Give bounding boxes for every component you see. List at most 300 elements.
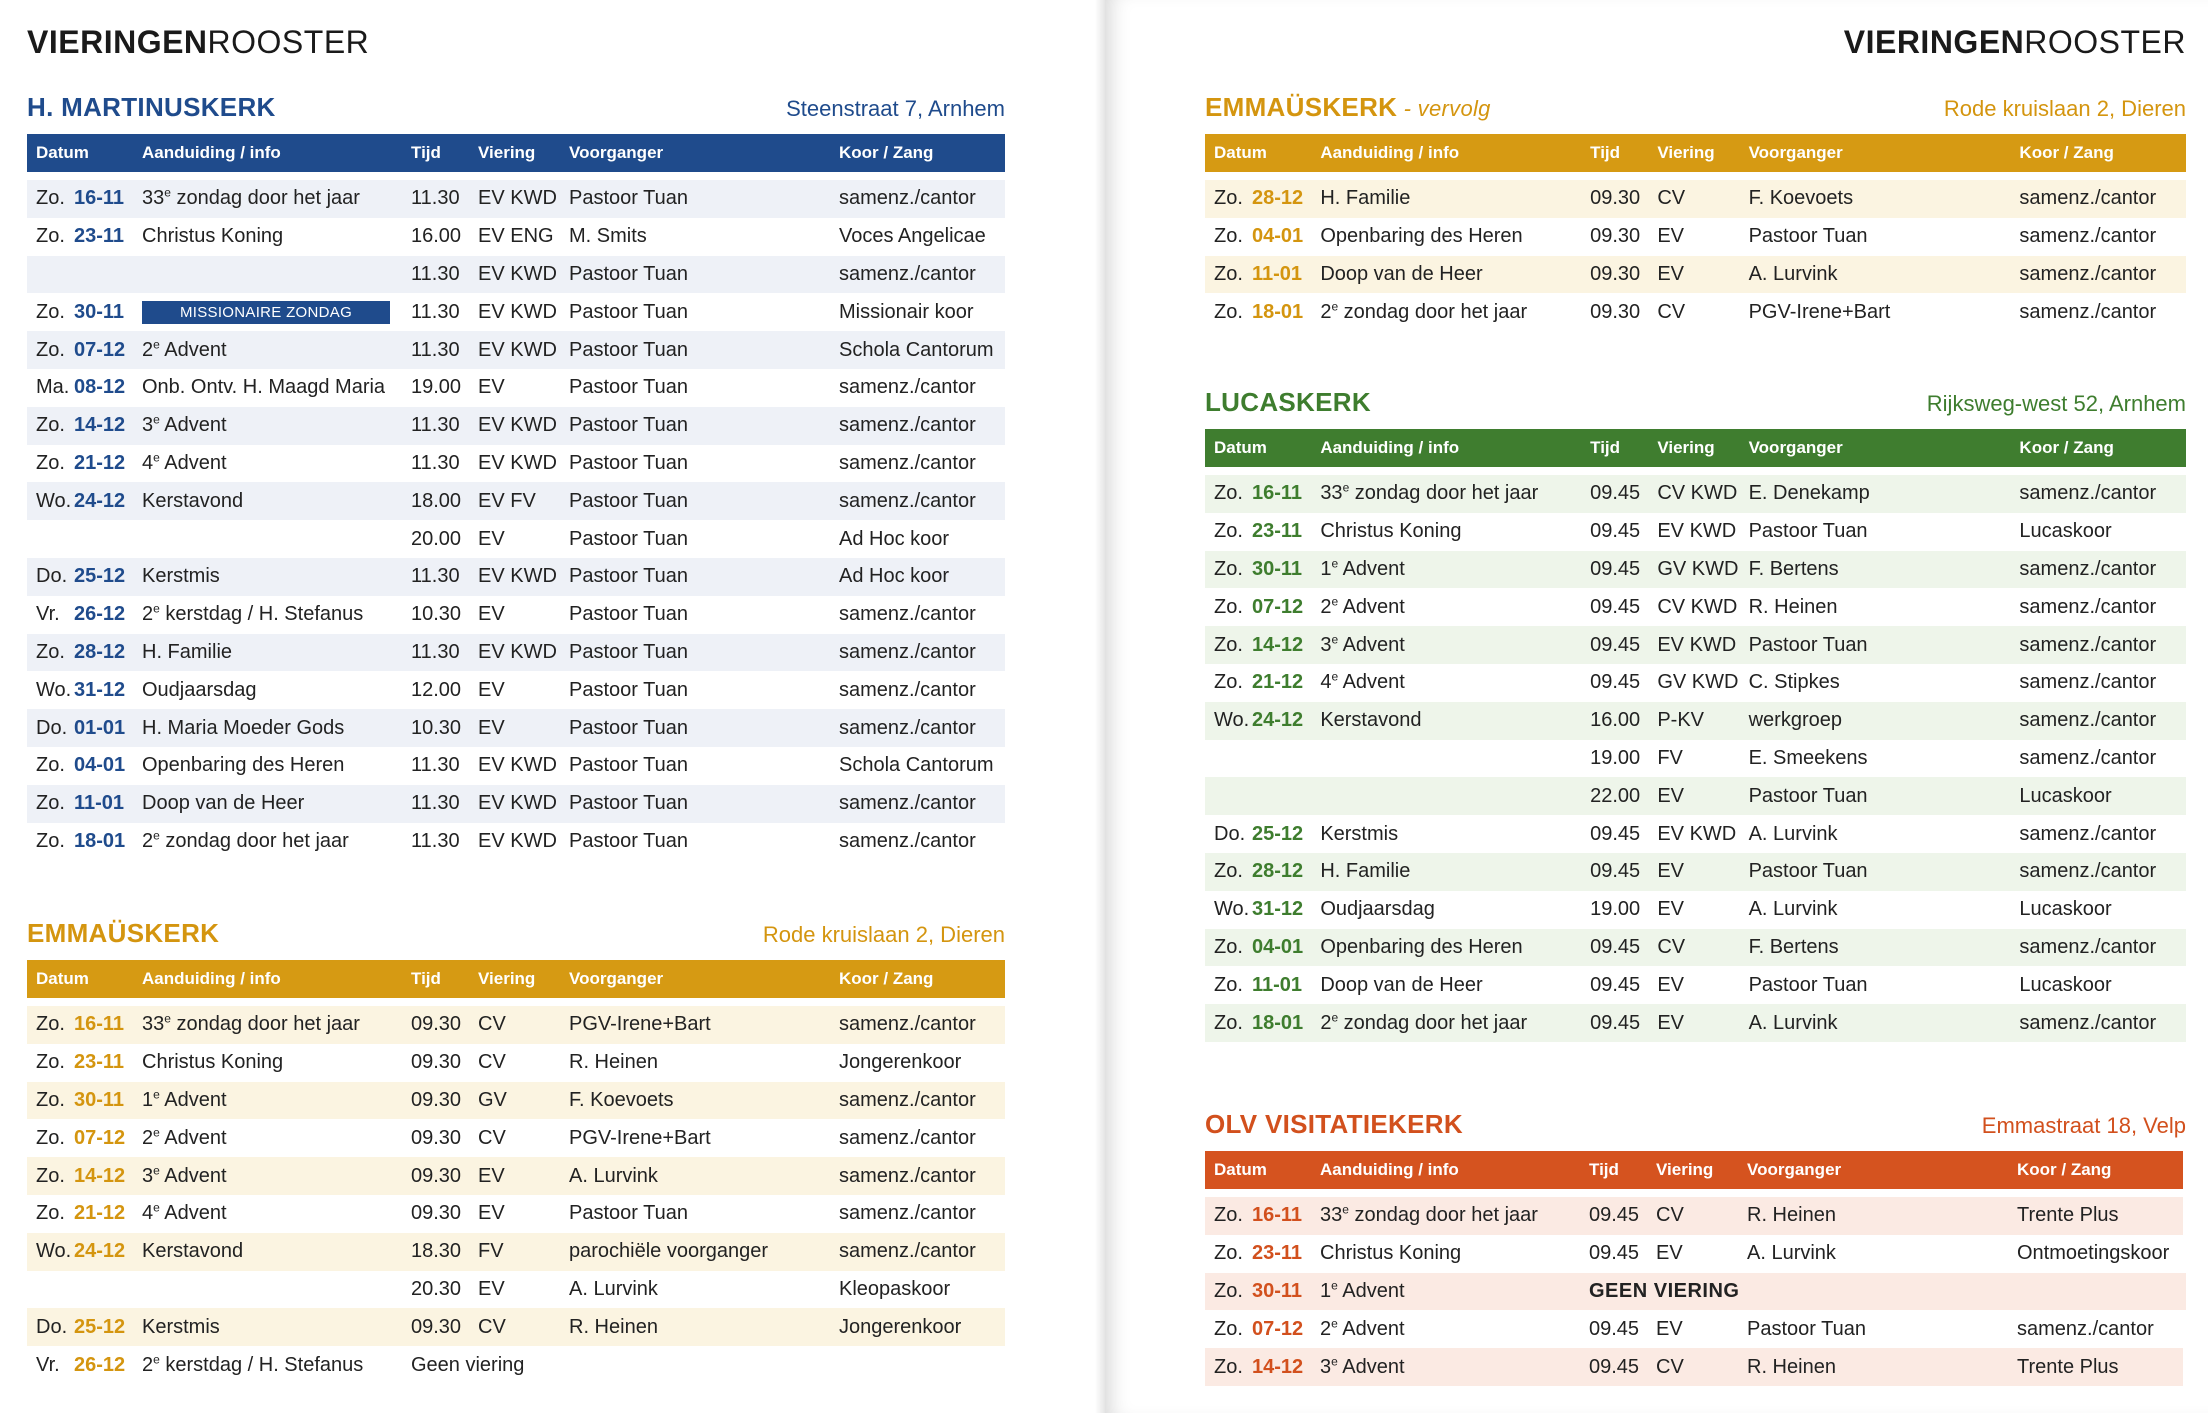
info-text: 3 bbox=[142, 1164, 154, 1187]
cell-aanduiding bbox=[1311, 966, 1581, 1004]
cell-tijd: 09.45 bbox=[1581, 551, 1648, 589]
cell-koor: samenz./cantor bbox=[839, 1126, 976, 1149]
table-row bbox=[1205, 176, 2186, 218]
cell-datum bbox=[27, 1157, 133, 1195]
cell-datum bbox=[1205, 702, 1311, 740]
ordinal-suffix: e bbox=[153, 1351, 160, 1366]
cell-voorganger: Pastoor Tuan bbox=[560, 176, 830, 218]
cell-koor: samenz./cantor bbox=[2017, 1317, 2154, 1340]
weekday: Zo. bbox=[36, 792, 65, 815]
cell-datum bbox=[27, 407, 133, 445]
table-header-row bbox=[1205, 1151, 2186, 1193]
header-koor: Koor / Zang bbox=[2010, 429, 2186, 471]
weekday: Ma. bbox=[36, 376, 70, 399]
ordinal-suffix: e bbox=[1331, 1316, 1338, 1331]
cell-datum bbox=[27, 176, 133, 218]
cell-koor: samenz./cantor bbox=[2010, 702, 2186, 740]
cell-koor: Schola Cantorum bbox=[839, 754, 994, 777]
cell-datum bbox=[27, 218, 133, 256]
weekday: Wo. bbox=[36, 1240, 72, 1263]
cell-viering: EV KWD bbox=[478, 451, 557, 474]
cell-koor: Lucaskoor bbox=[2019, 520, 2112, 543]
weekday: Zo. bbox=[36, 300, 65, 323]
info-text: 1 bbox=[142, 1088, 154, 1111]
cell-datum bbox=[27, 256, 133, 294]
cell-viering: EV bbox=[1657, 973, 1685, 996]
info-text: Onb. Ontv. H. Maagd Maria bbox=[142, 376, 386, 399]
cell-datum bbox=[1205, 929, 1311, 967]
cell-datum bbox=[1205, 1235, 1311, 1273]
cell-voorganger: Pastoor Tuan bbox=[569, 527, 688, 550]
cell-viering: CV bbox=[1647, 1348, 1738, 1386]
header-viering: Viering bbox=[1648, 134, 1739, 176]
table-row bbox=[27, 1233, 1005, 1271]
cell-aanduiding bbox=[133, 1002, 402, 1044]
header-voorganger: Voorganger bbox=[1738, 1151, 2008, 1193]
info-text-rest: Advent bbox=[159, 338, 227, 361]
cell-tijd: 11.30 bbox=[402, 256, 469, 294]
cell-aanduiding bbox=[133, 293, 402, 331]
cell-datum bbox=[27, 1002, 133, 1044]
weekday: Zo. bbox=[1214, 557, 1243, 580]
weekday: Zo. bbox=[1214, 482, 1243, 505]
cell-viering: EV KWD bbox=[1657, 822, 1737, 845]
cell-viering: CV bbox=[469, 1002, 560, 1044]
date: 26-12 bbox=[74, 1353, 126, 1376]
info-text: 4 bbox=[142, 1202, 154, 1225]
header-voorganger: Voorganger bbox=[1740, 429, 2011, 471]
table-row bbox=[1205, 513, 2186, 551]
info-text: 2 bbox=[142, 829, 154, 852]
info-text: Kerstavond bbox=[142, 1240, 244, 1263]
header-koor: Koor / Zang bbox=[830, 134, 1005, 176]
cell-koor: Trente Plus bbox=[2008, 1193, 2183, 1235]
cell-tijd: 19.00 bbox=[1590, 898, 1641, 921]
church-address: Rode kruislaan 2, Dieren bbox=[762, 922, 1005, 947]
church-name: LUCASKERK bbox=[1205, 387, 1371, 417]
header-viering: Viering bbox=[469, 134, 560, 176]
header-aanduiding: Aanduiding / info bbox=[1311, 134, 1581, 176]
cell-datum bbox=[27, 747, 133, 785]
table-row bbox=[1205, 1004, 2186, 1042]
cell-viering: GV KWD bbox=[1657, 671, 1739, 694]
date: 21-12 bbox=[74, 451, 126, 474]
info-text-rest: Advent bbox=[1337, 1317, 1405, 1340]
info-text: 33 bbox=[142, 1013, 165, 1036]
cell-viering: EV bbox=[478, 678, 505, 701]
cell-voorganger: Pastoor Tuan bbox=[1740, 626, 2011, 664]
date: 28-12 bbox=[1252, 860, 1304, 883]
cell-datum bbox=[27, 1308, 133, 1346]
cell-tijd: 09.30 bbox=[411, 1126, 462, 1149]
cell-viering: EV bbox=[478, 1277, 505, 1300]
cell-aanduiding bbox=[133, 331, 402, 369]
weekday: Do. bbox=[36, 716, 68, 739]
date: 16-11 bbox=[1252, 1204, 1303, 1227]
table-row bbox=[27, 331, 1005, 369]
cell-koor: samenz./cantor bbox=[2019, 746, 2157, 769]
cell-voorganger: C. Stipkes bbox=[1748, 671, 1840, 694]
cell-voorganger: Pastoor Tuan bbox=[560, 256, 830, 294]
cell-aanduiding bbox=[133, 596, 402, 634]
cell-koor: Lucaskoor bbox=[2010, 777, 2186, 815]
cell-aanduiding bbox=[1311, 176, 1581, 218]
church-name: H. MARTINUSKERK bbox=[27, 92, 276, 122]
info-text: Kerstavond bbox=[142, 489, 244, 512]
cell-voorganger: Pastoor Tuan bbox=[560, 407, 830, 445]
cell-voorganger: Pastoor Tuan bbox=[1748, 225, 1868, 248]
cell-voorganger: Pastoor Tuan bbox=[560, 558, 830, 596]
date: 31-12 bbox=[74, 678, 126, 701]
info-text: Kerstmis bbox=[1320, 822, 1399, 845]
cell-voorganger: Pastoor Tuan bbox=[569, 1202, 688, 1225]
cell-datum bbox=[1205, 1348, 1311, 1386]
cell-aanduiding bbox=[133, 1044, 402, 1082]
cell-tijd: 09.30 bbox=[402, 1308, 469, 1346]
cell-datum bbox=[1205, 777, 1311, 815]
weekday: Wo. bbox=[1214, 898, 1250, 921]
weekday: Zo. bbox=[1214, 1279, 1243, 1302]
cell-voorganger: A. Lurvink bbox=[1747, 1242, 1836, 1265]
cell-viering: EV KWD bbox=[1648, 626, 1739, 664]
cell-datum bbox=[1205, 891, 1311, 929]
cell-tijd: 19.00 bbox=[1590, 746, 1641, 769]
church-address: Emmastraat 18, Velp bbox=[1981, 1113, 2186, 1138]
cell-aanduiding bbox=[1311, 664, 1581, 702]
cell-koor: samenz./cantor bbox=[2010, 1004, 2186, 1042]
ordinal-suffix: e bbox=[164, 1011, 171, 1026]
cell-tijd: 11.30 bbox=[402, 634, 469, 672]
cell-viering: FV bbox=[1657, 746, 1683, 769]
cell-aanduiding bbox=[1311, 471, 1581, 513]
cell-viering: EV KWD bbox=[469, 256, 560, 294]
weekday: Wo. bbox=[36, 489, 72, 512]
cell-aanduiding bbox=[1311, 1235, 1580, 1273]
cell-tijd: 11.30 bbox=[402, 331, 469, 369]
date: 28-12 bbox=[74, 640, 126, 663]
cell-viering: CV bbox=[1647, 1193, 1738, 1235]
info-text: Oudjaarsdag bbox=[142, 678, 257, 701]
cell-datum bbox=[1205, 1004, 1311, 1042]
info-text-rest: Advent bbox=[159, 451, 227, 474]
ordinal-suffix: e bbox=[1331, 1353, 1338, 1368]
date: 07-12 bbox=[1252, 595, 1304, 618]
cell-tijd: 19.00 bbox=[411, 376, 462, 399]
cell-aanduiding bbox=[1311, 740, 1581, 778]
cell-viering: EV KWD bbox=[469, 634, 560, 672]
section-olv-visitatiekerk bbox=[1205, 1109, 2186, 1386]
table-row bbox=[1205, 626, 2186, 664]
date: 16-11 bbox=[74, 1013, 125, 1036]
table-row bbox=[1205, 551, 2186, 589]
cell-tijd: 09.30 bbox=[1590, 300, 1641, 323]
cell-viering: EV bbox=[1648, 853, 1739, 891]
header-tijd: Tijd bbox=[1580, 1151, 1647, 1193]
cell-koor: samenz./cantor bbox=[2010, 256, 2186, 294]
cell-viering: CV bbox=[1657, 300, 1686, 323]
cell-tijd: 20.00 bbox=[411, 527, 462, 550]
info-text: Christus Koning bbox=[142, 1051, 284, 1074]
cell-datum bbox=[27, 482, 133, 520]
date: 23-11 bbox=[1252, 520, 1303, 543]
ordinal-suffix: e bbox=[1342, 480, 1350, 495]
cell-koor: samenz./cantor bbox=[2010, 853, 2186, 891]
info-text: 33 bbox=[1320, 1204, 1343, 1227]
date: 30-11 bbox=[1252, 557, 1303, 580]
weekday: Zo. bbox=[36, 451, 65, 474]
cell-voorganger: Pastoor Tuan bbox=[560, 482, 830, 520]
date: 30-11 bbox=[74, 300, 125, 323]
cell-voorganger: Pastoor Tuan bbox=[1740, 777, 2011, 815]
info-text-rest: zondag door het jaar bbox=[159, 829, 349, 852]
cell-koor: samenz./cantor bbox=[2010, 551, 2186, 589]
weekday: Zo. bbox=[36, 640, 65, 663]
cell-viering: EV KWD bbox=[469, 407, 560, 445]
cell-aanduiding bbox=[1311, 551, 1581, 589]
cell-koor: samenz./cantor bbox=[2010, 176, 2186, 218]
cell-aanduiding bbox=[1311, 218, 1581, 256]
table-row bbox=[27, 1157, 1005, 1195]
cell-koor: samenz./cantor bbox=[2019, 822, 2157, 845]
table-row bbox=[1205, 218, 2186, 256]
info-text-rest: zondag door het jaar bbox=[1349, 482, 1539, 505]
right-page bbox=[1105, 0, 2208, 1413]
header-voorganger: Voorganger bbox=[560, 960, 830, 1002]
info-text: Openbaring des Heren bbox=[1320, 935, 1523, 958]
table-row bbox=[27, 407, 1005, 445]
weekday: Zo. bbox=[36, 754, 65, 777]
ordinal-suffix: e bbox=[153, 1200, 160, 1215]
table-row bbox=[1205, 740, 2186, 778]
table-row bbox=[27, 369, 1005, 407]
date: 25-12 bbox=[74, 565, 126, 588]
header-tijd: Tijd bbox=[1581, 134, 1648, 176]
cell-voorganger: Pastoor Tuan bbox=[1747, 1317, 1866, 1340]
cell-datum bbox=[1205, 664, 1311, 702]
church-name: EMMAÜSKERK - vervolg bbox=[1205, 92, 1491, 122]
cell-tijd: 09.30 bbox=[402, 1082, 469, 1120]
info-text: 2 bbox=[142, 1126, 154, 1149]
cell-datum bbox=[1205, 513, 1311, 551]
cell-datum bbox=[27, 596, 133, 634]
weekday: Zo. bbox=[36, 338, 65, 361]
cell-viering: FV bbox=[469, 1233, 560, 1271]
header-aanduiding: Aanduiding / info bbox=[133, 960, 402, 1002]
cell-voorganger: Pastoor Tuan bbox=[560, 634, 830, 672]
table-row bbox=[27, 823, 1005, 861]
schedule-table bbox=[27, 960, 1005, 1384]
table-row bbox=[1205, 588, 2186, 626]
info-text: 2 bbox=[142, 1353, 154, 1376]
date: 14-12 bbox=[74, 414, 126, 437]
info-text: Doop van de Heer bbox=[1320, 262, 1483, 285]
table-row bbox=[27, 1044, 1005, 1082]
ordinal-suffix: e bbox=[153, 450, 160, 465]
cell-koor: samenz./cantor bbox=[830, 1082, 1005, 1120]
info-text: 2 bbox=[1320, 300, 1332, 323]
header-koor: Koor / Zang bbox=[2008, 1151, 2183, 1193]
cell-koor: Trente Plus bbox=[2008, 1348, 2183, 1386]
info-text: H. Familie bbox=[142, 640, 233, 663]
date: 28-12 bbox=[1252, 187, 1304, 210]
info-text: H. Familie bbox=[1320, 860, 1411, 883]
info-text: Christus Koning bbox=[1320, 520, 1462, 543]
date: 16-11 bbox=[1252, 482, 1303, 505]
cell-viering: EV bbox=[1656, 1317, 1683, 1340]
cell-tijd: 09.30 bbox=[411, 1051, 462, 1074]
cell-koor: samenz./cantor bbox=[2019, 300, 2157, 323]
table-row bbox=[27, 558, 1005, 596]
cell-aanduiding bbox=[133, 785, 402, 823]
cell-koor: samenz./cantor bbox=[830, 1157, 1005, 1195]
weekday: Zo. bbox=[1214, 1242, 1243, 1265]
weekday: Zo. bbox=[1214, 1204, 1243, 1227]
ordinal-suffix: e bbox=[1331, 556, 1339, 571]
cell-viering: EV KWD bbox=[478, 754, 557, 777]
cell-koor: samenz./cantor bbox=[839, 603, 976, 626]
cell-koor: Ad Hoc koor bbox=[830, 558, 1005, 596]
weekday: Zo. bbox=[1214, 520, 1243, 543]
cell-viering: GV KWD bbox=[1648, 551, 1739, 589]
church-suffix: - vervolg bbox=[1397, 96, 1491, 121]
cell-voorganger: Pastoor Tuan bbox=[569, 829, 688, 852]
weekday: Zo. bbox=[1214, 860, 1243, 883]
table-row bbox=[27, 293, 1005, 331]
church-address: Rode kruislaan 2, Dieren bbox=[1943, 96, 2186, 121]
cell-aanduiding bbox=[133, 482, 402, 520]
weekday: Zo. bbox=[1214, 935, 1243, 958]
info-text-rest: Advent bbox=[159, 1164, 227, 1187]
cell-aanduiding bbox=[1311, 777, 1581, 815]
missionaire-badge: MISSIONAIRE ZONDAG bbox=[142, 301, 390, 324]
cell-aanduiding bbox=[133, 256, 402, 294]
geen-viering: GEEN VIERING bbox=[1580, 1273, 2183, 1311]
cell-koor: samenz./cantor bbox=[830, 634, 1005, 672]
date: 01-01 bbox=[74, 716, 126, 739]
table-row bbox=[27, 709, 1005, 747]
weekday: Zo. bbox=[36, 187, 65, 210]
cell-koor: samenz./cantor bbox=[830, 709, 1005, 747]
date: 04-01 bbox=[1252, 225, 1304, 248]
date: 30-11 bbox=[74, 1088, 125, 1111]
header-datum: Datum bbox=[27, 134, 133, 176]
cell-viering: CV bbox=[469, 1308, 560, 1346]
cell-voorganger: parochiële voorganger bbox=[560, 1233, 830, 1271]
church-name: OLV VISITATIEKERK bbox=[1205, 1109, 1463, 1139]
cell-datum bbox=[27, 1119, 133, 1157]
cell-koor: samenz./cantor bbox=[839, 678, 976, 701]
cell-aanduiding bbox=[133, 1346, 402, 1384]
cell-aanduiding bbox=[1311, 1193, 1580, 1235]
cell-voorganger: R. Heinen bbox=[1748, 595, 1838, 618]
cell-koor: samenz./cantor bbox=[839, 451, 976, 474]
info-text-rest: Advent bbox=[1338, 595, 1405, 618]
cell-aanduiding bbox=[133, 407, 402, 445]
table-row bbox=[27, 785, 1005, 823]
cell-voorganger: PGV-Irene+Bart bbox=[569, 1126, 711, 1149]
church-address: Steenstraat 7, Arnhem bbox=[786, 96, 1005, 121]
info-text-rest: Advent bbox=[1337, 1279, 1405, 1302]
info-text: Openbaring des Heren bbox=[142, 754, 345, 777]
cell-tijd: 09.30 bbox=[1581, 256, 1648, 294]
ordinal-suffix: e bbox=[164, 185, 171, 200]
page-title-left: VIERINGENROOSTER bbox=[27, 24, 370, 60]
cell-viering: EV bbox=[469, 709, 560, 747]
cell-viering: EV bbox=[478, 527, 505, 550]
date: 08-12 bbox=[74, 376, 126, 399]
cell-koor: samenz./cantor bbox=[839, 1202, 976, 1225]
table-row bbox=[27, 1119, 1005, 1157]
cell-viering: CV KWD bbox=[1657, 595, 1738, 618]
cell-tijd: 11.30 bbox=[402, 407, 469, 445]
header-koor: Koor / Zang bbox=[830, 960, 1005, 1002]
table-row bbox=[27, 1002, 1005, 1044]
cell-aanduiding bbox=[1311, 588, 1581, 626]
table-row bbox=[27, 218, 1005, 256]
cell-viering: EV KWD bbox=[1657, 520, 1737, 543]
info-text-rest: Advent bbox=[159, 1202, 227, 1225]
weekday: Zo. bbox=[1214, 1355, 1243, 1378]
cell-datum bbox=[27, 558, 133, 596]
info-text: Openbaring des Heren bbox=[1320, 225, 1523, 248]
date: 14-12 bbox=[1252, 633, 1304, 656]
cell-datum bbox=[27, 331, 133, 369]
ordinal-suffix: e bbox=[153, 1087, 160, 1102]
cell-aanduiding bbox=[1311, 256, 1581, 294]
cell-viering: EV KWD bbox=[469, 176, 560, 218]
cell-datum bbox=[27, 823, 133, 861]
date: 31-12 bbox=[1252, 898, 1304, 921]
ordinal-suffix: e bbox=[153, 1162, 160, 1177]
cell-koor: samenz./cantor bbox=[839, 376, 976, 399]
weekday: Zo. bbox=[36, 1088, 65, 1111]
cell-voorganger: PGV-Irene+Bart bbox=[1748, 300, 1891, 323]
info-text: 3 bbox=[142, 414, 154, 437]
weekday: Zo. bbox=[1214, 225, 1243, 248]
info-text-rest: Advent bbox=[1338, 633, 1405, 656]
cell-viering: EV bbox=[1648, 777, 1739, 815]
cell-datum bbox=[1205, 626, 1311, 664]
date: 30-11 bbox=[1252, 1279, 1303, 1302]
table-row bbox=[27, 747, 1005, 785]
cell-voorganger: F. Koevoets bbox=[1740, 176, 2011, 218]
cell-koor: samenz./cantor bbox=[2019, 671, 2157, 694]
cell-tijd: 16.00 bbox=[1581, 702, 1648, 740]
cell-koor: Ad Hoc koor bbox=[839, 527, 950, 550]
cell-koor: Ontmoetingskoor bbox=[2017, 1242, 2170, 1265]
cell-viering: EV bbox=[478, 376, 505, 399]
cell-datum bbox=[1205, 966, 1311, 1004]
cell-aanduiding bbox=[133, 823, 402, 861]
ordinal-suffix: e bbox=[153, 412, 160, 427]
info-text-rest: kerstdag / H. Stefanus bbox=[159, 1353, 364, 1376]
info-text: 2 bbox=[1320, 595, 1332, 618]
info-text: H. Maria Moeder Gods bbox=[142, 716, 345, 739]
cell-voorganger: A. Lurvink bbox=[569, 1277, 658, 1300]
cell-datum bbox=[27, 1082, 133, 1120]
cell-datum bbox=[27, 1346, 133, 1384]
church-address: Rijksweg-west 52, Arnhem bbox=[1926, 391, 2186, 416]
cell-datum bbox=[1205, 471, 1311, 513]
cell-aanduiding bbox=[1311, 702, 1581, 740]
info-text-rest: zondag door het jaar bbox=[1338, 300, 1528, 323]
cell-koor: Schola Cantorum bbox=[830, 331, 1005, 369]
cell-voorganger: Pastoor Tuan bbox=[569, 376, 688, 399]
table-row bbox=[1205, 1310, 2186, 1348]
cell-koor: samenz./cantor bbox=[2019, 225, 2157, 248]
date: 23-11 bbox=[1252, 1242, 1303, 1265]
cell-koor: samenz./cantor bbox=[830, 407, 1005, 445]
